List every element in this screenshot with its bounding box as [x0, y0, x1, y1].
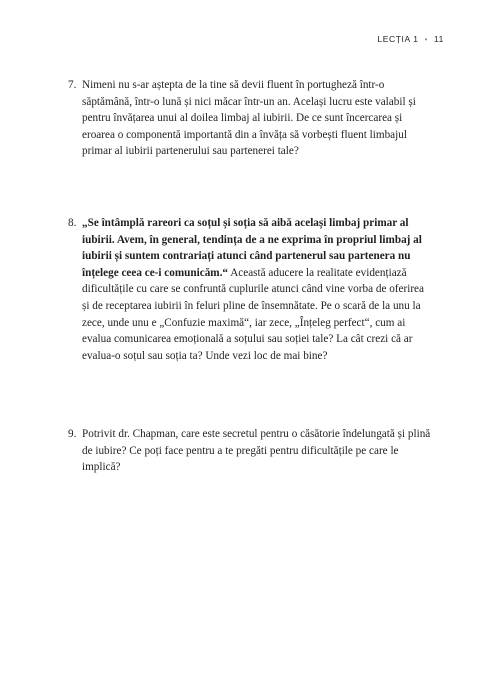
question-body: Această aducere la realitate evidențiază dificultățile cu care se confruntă cuplurile atunci când vine vorba de oferirea și de receptarea iubirii în feluri pline de însemnătate. Pe o scară de la unu la zece, unde unu e „Confuzie maximă“, iar zece, „Înțeleg perfect“, cum ai evalua comunicarea emoțională a soțului sau soției tale? La cât crezi că ar evalua-o soțul sau soția ta? Unde vezi loc de mai bine? [82, 266, 424, 362]
question-body: Nimeni nu s-ar aștepta de la tine să devii fluent în portugheză într-o săptămână, într-o lună și nici măcar într-un an. Același lucru este valabil și pentru învățarea unui al doilea limbaj al iubirii. De ce sunt încercarea și eroarea o componentă importantă din a învăța să vorbești fluent limbajul primar al iubirii partenerului sau partenerei tale? [82, 79, 416, 158]
running-header [377, 34, 444, 44]
question-item [68, 426, 434, 476]
question-item [68, 77, 434, 160]
question-text [82, 215, 434, 364]
question-number: 9. [68, 428, 77, 440]
page-number: 11 [433, 34, 444, 44]
question-body: Potrivit dr. Chapman, care este secretul pentru o căsătorie îndelungată și plină de iubire? Ce poți face pentru a te pregăti pentru dificultățile pe care le implică? [82, 428, 431, 474]
question-quote: „Se întâmplă rareori ca soțul și soția să aibă același limbaj primar al iubirii. Avem, în general, tendința de a ne exprima în propriul limbaj al iubirii și suntem contrariați atunci când partenerul sau partenera nu înțelege ceea ce-i comunicăm.“ [82, 217, 422, 279]
question-number: 7. [68, 79, 77, 91]
question-text [82, 426, 434, 476]
question-item [68, 215, 434, 364]
question-text [82, 77, 434, 160]
header-separator: • [424, 34, 428, 44]
question-number: 8. [68, 217, 77, 229]
section-title: LECȚIA 1 [377, 34, 419, 44]
